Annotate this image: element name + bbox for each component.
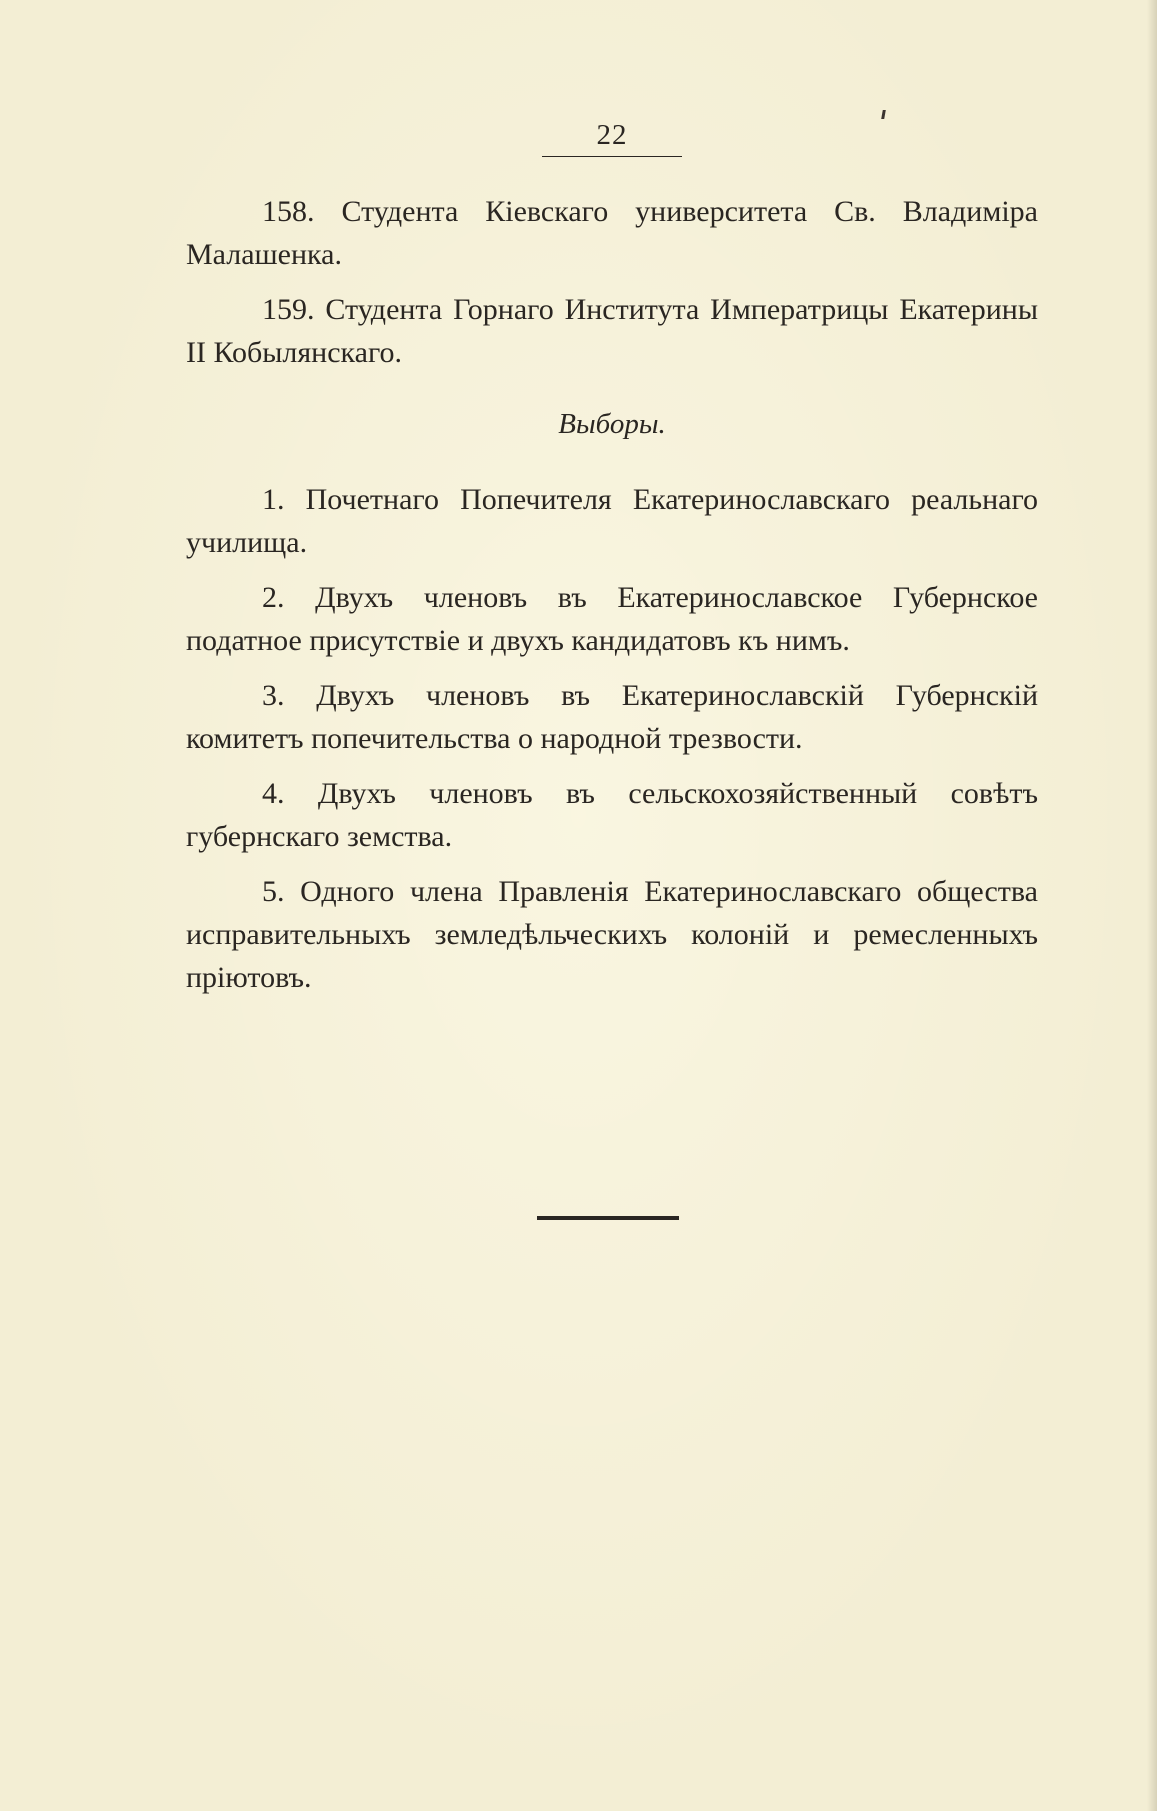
election-item-1: 1. Почетнаго Попечителя Екатеринославскаго реальнаго училища. [186, 483, 1038, 559]
election-item-5: 5. Одного члена Правленія Екатеринославскаго общества исправительныхъ земледѣльческихъ колоній и ремесленныхъ пріютовъ. [186, 875, 1038, 994]
end-rule [537, 1216, 679, 1220]
ink-mark [881, 110, 886, 119]
page-number-rule [542, 156, 682, 157]
election-item-4: 4. Двухъ членовъ въ сельскохозяйственный совѣтъ губернскаго земства. [186, 777, 1038, 853]
section-heading: Выборы. [558, 408, 666, 440]
page-number: 22 [596, 119, 628, 151]
page-body [186, 190, 1038, 1011]
page-edge-shadow [1147, 0, 1157, 1811]
entry-158: 158. Студента Кіевскаго университета Св. Владиміра Малашенка. [186, 195, 1038, 271]
election-item-3: 3. Двухъ членовъ въ Екатеринославскій Губернскій комитетъ попечительства о народной трезвости. [186, 679, 1038, 755]
entry-159: 159. Студента Горнаго Института Императрицы Екатерины II Кобылянскаго. [186, 293, 1038, 369]
election-item-2: 2. Двухъ членовъ въ Екатеринославское Губернское податное присутствіе и двухъ кандидатовъ къ нимъ. [186, 581, 1038, 657]
